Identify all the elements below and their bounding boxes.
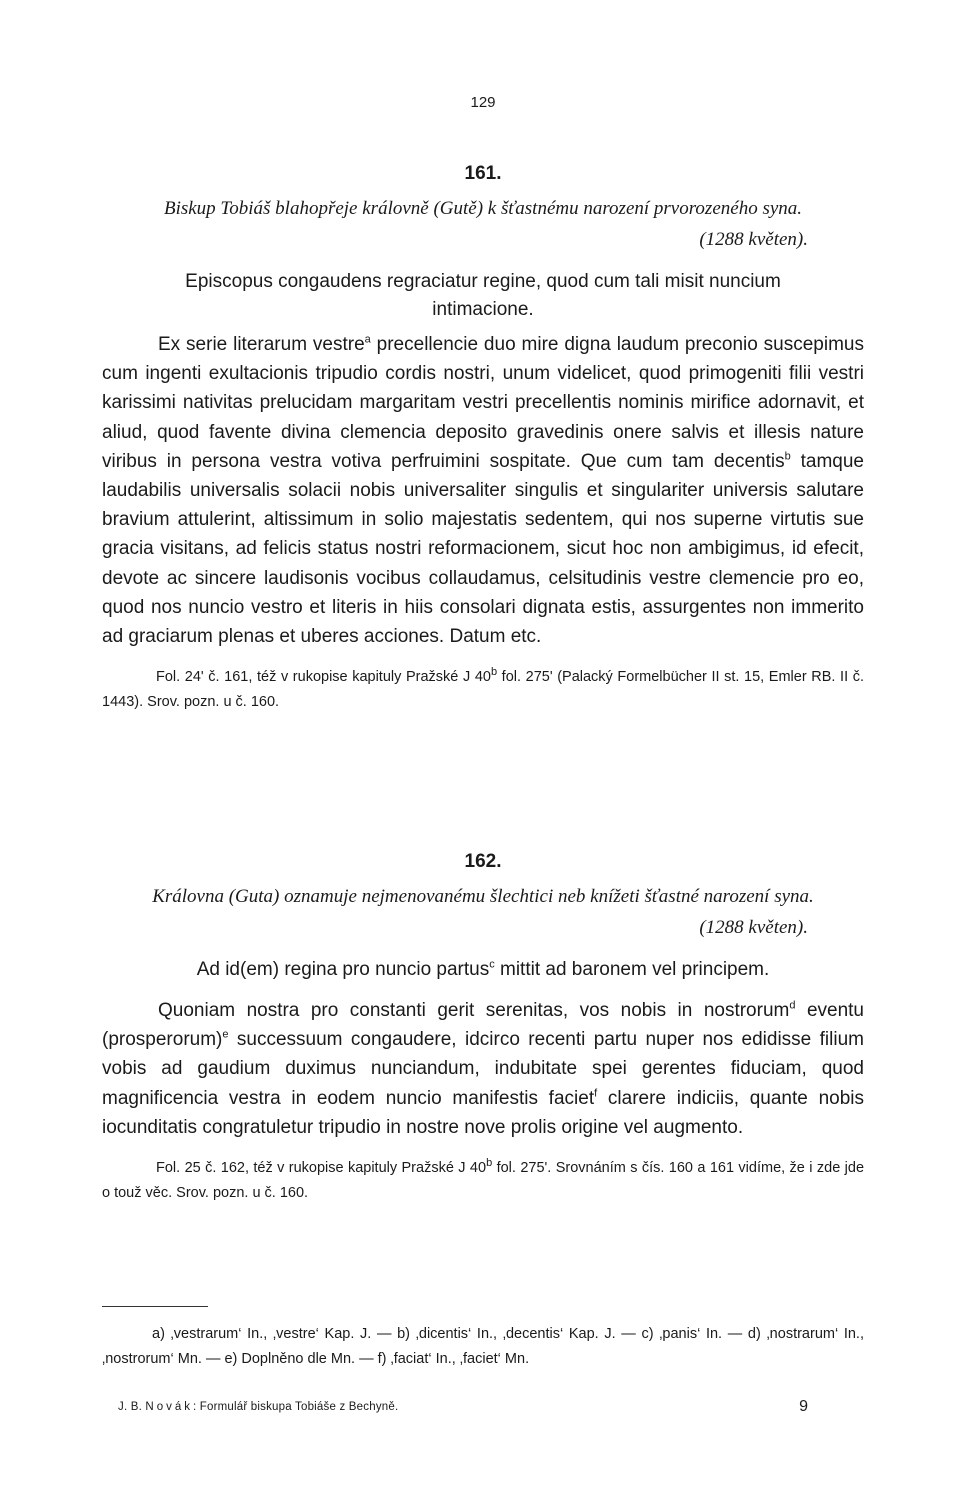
book-title: : Formulář biskupa Tobiáše z Bechyně. <box>193 1401 399 1413</box>
footnote-divider <box>102 1306 208 1307</box>
source-superscript: b <box>490 666 498 679</box>
body-text: precellencie duo mire digna laudum preconio suscepimus cum ingenti exultacionis tripudio cordis nostri, unum videlicet, quod primogeniti filii vestri karissimi nativitas prelucidam margaritam vestri precellentis nominis mirifice adornavit, et aliud, quod favente divina clemencia deposito gravedinis onere salvis et illesis nature viribus in persona vestra votiva perfruimini sospitate. Que cum tam decentis <box>102 334 864 472</box>
footer-author <box>118 1401 398 1413</box>
body-text: Ex serie literarum vestre <box>158 334 365 355</box>
document-summary <box>140 956 826 984</box>
body-text: eventu (prosperorum) <box>102 1000 864 1051</box>
source-text: fol. 275'. Srovnáním s čís. 160 a 161 vidíme, že i zde jde o touž věc. Srov. pozn. u č. 160. <box>102 1160 865 1202</box>
author-name: Novák <box>145 1401 194 1413</box>
footnote-ref-d: d <box>789 999 796 1012</box>
document-body <box>102 330 864 651</box>
signature-mark: 9 <box>799 1398 808 1415</box>
footnote-ref-b: b <box>784 450 791 463</box>
source-note <box>102 1156 864 1206</box>
footnote-ref-a: a <box>364 333 371 346</box>
document-number: 161. <box>464 163 502 184</box>
document-date: (1288 květen). <box>699 229 808 250</box>
source-note <box>102 665 864 715</box>
document-title: Královna (Guta) oznamuje nejmenovanému šlechtici neb knížeti šťastné narození syna. <box>152 886 814 907</box>
author-initials: J. B. <box>118 1401 146 1413</box>
source-text: fol. 275' (Palacký Formelbücher II st. 15, Emler RB. II č. 1443). Srov. pozn. u č. 160. <box>102 669 864 711</box>
document-title: Biskup Tobiáš blahopřeje královně (Gutě) k šťastnému narození prvorozeného syna. <box>163 198 803 219</box>
source-superscript: b <box>486 1157 493 1170</box>
body-text: successuum congaudere, idcirco recenti partu nuper nos edidisse filium vobis ad gaudium duximus nunciandum, indubitate spei gerentes fiduciam, quod magnificencia vestra in eodem nuncio manifestis faciet <box>102 1029 864 1109</box>
document-summary: Episcopus congaudens regraciatur regine, quod cum tali misit nuncium intimacione. <box>185 271 781 320</box>
page-number: 129 <box>470 94 496 111</box>
document-162 <box>102 850 864 1206</box>
body-text: clarere indiciis, quante nobis iocunditatis congratuletur tripudio in nostre nove prolis origine vel augmento. <box>102 1087 864 1138</box>
document-body <box>102 996 864 1142</box>
summary-text: Ad id(em) regina pro nuncio partus <box>196 959 490 980</box>
document-date: (1288 květen). <box>699 917 808 938</box>
footnote-ref-c: c <box>489 958 495 971</box>
footnote-ref-e: e <box>222 1028 229 1041</box>
source-text: Fol. 25 č. 162, též v rukopise kapituly Pražské J 40 <box>156 1160 487 1177</box>
source-text: Fol. 24' č. 161, též v rukopise kapituly Pražské J 40 <box>156 669 491 686</box>
document-161 <box>102 162 864 715</box>
body-text: tamque laudabilis universalis solacii nobis universaliter singulis et singulariter universis salutare bravium attulerint, altissimum in solio majestatis sedentem, qui nos superne virtutis sue gracia visitans, ad felicis status nostri reformacionem, sicut hoc non ambigimus, id efecit, devote ac sincere laudisonis vocibus collaudamus, celsitudinis vestre clemencie pro eo, quod nos nuncio vestro et literis in hiis consolari dignata estis, assurgentes non immerito ad graciarum plenas et uberes acciones. Datum etc. <box>102 450 865 648</box>
document-number: 162. <box>464 851 502 872</box>
summary-text: mittit ad baronem vel principem. <box>494 959 770 980</box>
body-text: Quoniam nostra pro constanti gerit serenitas, vos nobis in nostrorum <box>158 1000 790 1021</box>
footnotes: a) ‚vestrarum‘ In., ‚vestre‘ Kap. J. — b) ‚dicentis‘ In., ‚decentis‘ Kap. J. — c) ‚panis‘ In. — d) ‚nostrarum‘ In., ‚nostrorum‘ Mn. — e) Doplněno dle Mn. — f) ‚faciat‘ In., ‚faciet‘ Mn. <box>102 1326 864 1367</box>
footnote-ref-f: f <box>594 1087 598 1100</box>
